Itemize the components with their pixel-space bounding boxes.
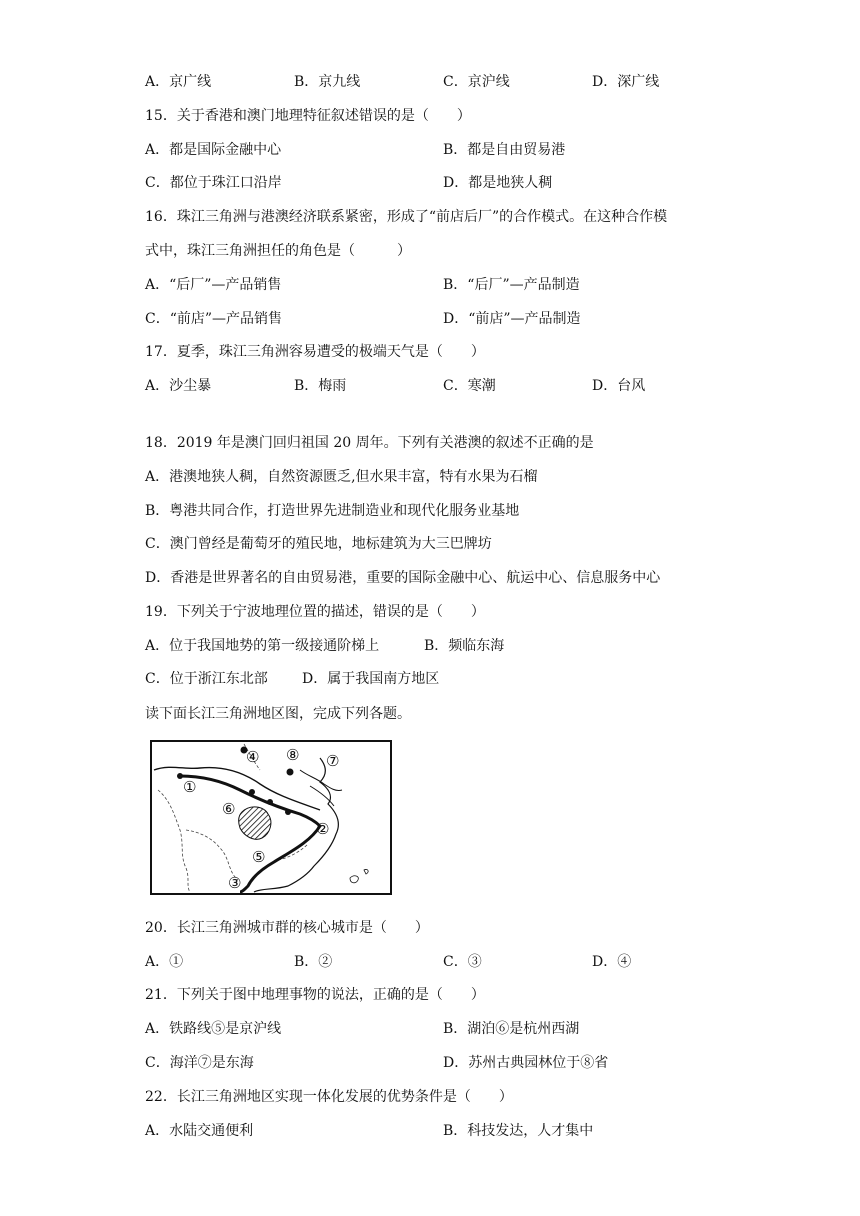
q17-option-b[interactable]: B．梅雨: [294, 378, 347, 394]
q18-option-d[interactable]: D．香港是世界著名的自由贸易港，重要的国际金融中心、航运中心、信息服务中心: [145, 570, 661, 586]
q19-option-a[interactable]: A．位于我国地势的第一级接通阶梯上: [145, 638, 380, 654]
q17-option-d[interactable]: D．台风: [592, 378, 646, 394]
q16-option-c[interactable]: C．“前店”—产品销售: [145, 311, 283, 327]
q15-option-d[interactable]: D．都是地狭人稠: [443, 175, 553, 191]
q21-option-a[interactable]: A．铁路线⑤是京沪线: [145, 1021, 282, 1037]
q17-option-a[interactable]: A．沙尘暴: [145, 378, 212, 394]
q20-option-c[interactable]: C．③: [443, 954, 482, 970]
q18-option-c[interactable]: C．澳门曾经是葡萄牙的殖民地，地标建筑为大三巴牌坊: [145, 536, 492, 552]
q14-option-a[interactable]: A．京广线: [145, 74, 212, 90]
map-label-7: ⑦: [326, 752, 340, 770]
q15-option-a[interactable]: A．都是国际金融中心: [145, 142, 282, 158]
q20-option-d[interactable]: D．④: [592, 954, 632, 970]
q21-option-d[interactable]: D．苏州古典园林位于⑧省: [443, 1055, 609, 1071]
q15-option-b[interactable]: B．都是自由贸易港: [443, 142, 566, 158]
q18-option-a[interactable]: A．港澳地狭人稠，自然资源匮乏,但水果丰富，特有水果为石榴: [145, 469, 538, 485]
map-label-6: ⑥: [222, 800, 236, 818]
q17-stem: 17．夏季，珠江三角洲容易遭受的极端天气是（ ）: [145, 344, 485, 360]
q19-option-c[interactable]: C．位于浙江东北部: [145, 671, 268, 687]
q14-option-b[interactable]: B．京九线: [294, 74, 361, 90]
q19-option-d[interactable]: D．属于我国南方地区: [302, 671, 440, 687]
map-label-1: ①: [183, 778, 197, 796]
q16-stem-line1: 16．珠江三角洲与港澳经济联系紧密，形成了“前店后厂”的合作模式。在这种合作模: [145, 209, 668, 225]
q22-option-a[interactable]: A．水陆交通便利: [145, 1123, 254, 1139]
map-label-2: ②: [316, 820, 330, 838]
q16-option-d[interactable]: D．“前店”—产品制造: [443, 311, 581, 327]
map-label-3: ③: [228, 874, 242, 892]
map-label-8: ⑧: [286, 746, 300, 764]
q15-stem: 15．关于香港和澳门地理特征叙述错误的是（ ）: [145, 108, 471, 124]
q22-stem: 22．长江三角洲地区实现一体化发展的优势条件是（ ）: [145, 1089, 513, 1105]
q14-option-d[interactable]: D．深广线: [592, 74, 660, 90]
q20-option-a[interactable]: A．①: [145, 954, 184, 970]
q18-stem: 18．2019 年是澳门回归祖国 20 周年。下列有关港澳的叙述不正确的是: [145, 435, 594, 451]
q16-stem-line2: 式中，珠江三角洲担任的角色是（ ）: [145, 243, 411, 259]
map-intro: 读下面长江三角洲地区图，完成下列各题。: [145, 706, 411, 722]
q16-option-a[interactable]: A．“后厂”—产品销售: [145, 277, 282, 293]
q16-option-b[interactable]: B．“后厂”—产品制造: [443, 277, 580, 293]
q17-option-c[interactable]: C．寒潮: [443, 378, 496, 394]
q21-stem: 21．下列关于图中地理事物的说法，正确的是（ ）: [145, 987, 485, 1003]
q21-option-b[interactable]: B．湖泊⑥是杭州西湖: [443, 1021, 580, 1037]
q15-option-c[interactable]: C．都位于珠江口沿岸: [145, 175, 282, 191]
q19-option-b[interactable]: B．频临东海: [424, 638, 505, 654]
q20-option-b[interactable]: B．②: [294, 954, 333, 970]
map-label-5: ⑤: [252, 848, 266, 866]
q14-option-c[interactable]: C．京沪线: [443, 74, 510, 90]
map-label-4: ④: [246, 748, 260, 766]
yangtze-delta-map: [150, 740, 392, 895]
q18-option-b[interactable]: B．粤港共同合作，打造世界先进制造业和现代化服务业基地: [145, 503, 520, 519]
q20-stem: 20．长江三角洲城市群的核心城市是（ ）: [145, 920, 429, 936]
q22-option-b[interactable]: B．科技发达，人才集中: [443, 1123, 594, 1139]
q19-stem: 19．下列关于宁波地理位置的描述，错误的是（ ）: [145, 604, 485, 620]
q21-option-c[interactable]: C．海洋⑦是东海: [145, 1055, 254, 1071]
